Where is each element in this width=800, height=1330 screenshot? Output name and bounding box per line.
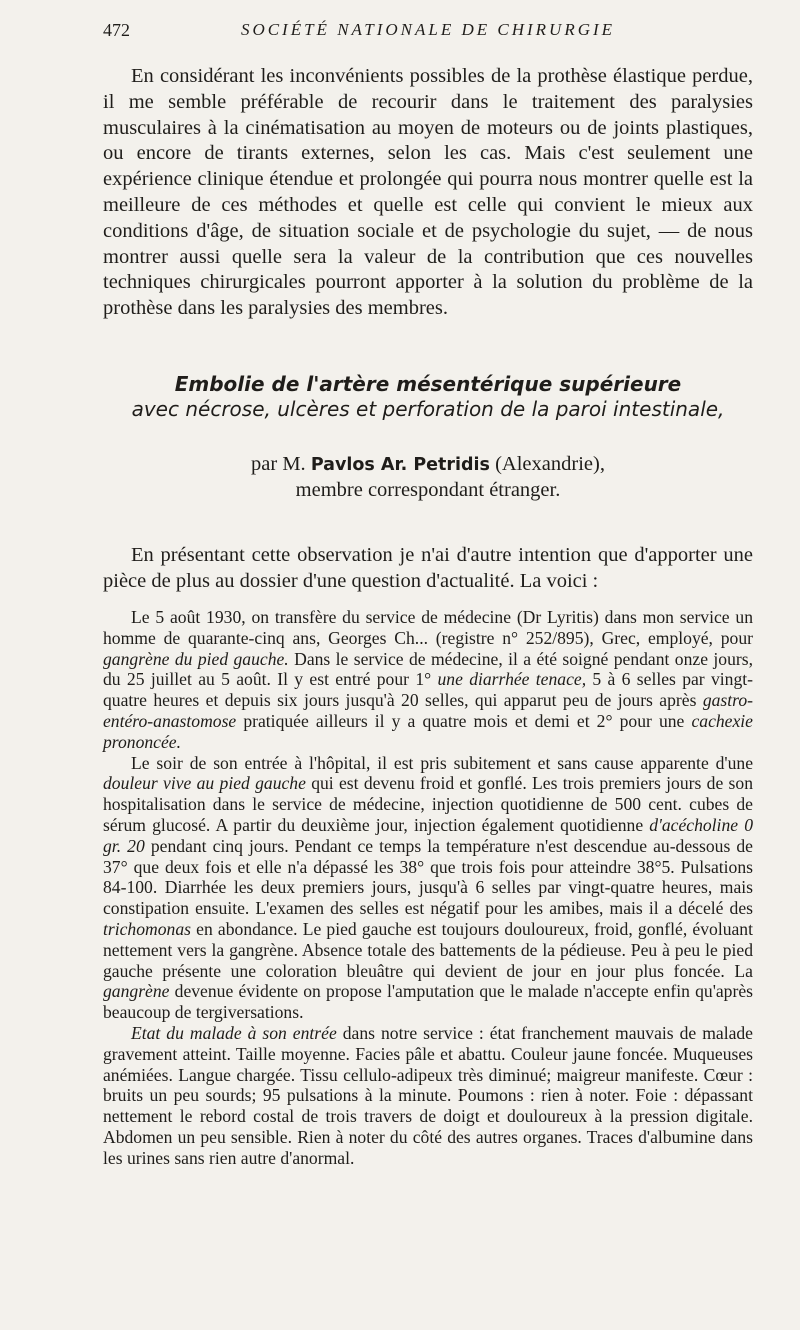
author-name: Pavlos Ar. Petridis (310, 455, 490, 475)
intro-paragraph: En considérant les inconvénients possibles de la prothèse élastique perdue, il me semble préférable de recourir dans le traitement des paralysies musculaires à la cinématisation au moyen de moteurs ou de joints plastiques, ou encore de tirants externes, selon les cas. Mais c'est seulement une expérience clinique étendue et prolongée qui pourra nous montrer quelle est la meilleure de ces méthodes et quelle est celle qui convient le mieux aux conditions d'âge, de situation sociale et de psychologie du sujet, — de nous montrer aussi quelle sera la valeur de la contribution que ces nouvelles techniques chirurgicales pourront apporter à la solution du problème de la prothèse dans les paralysies des membres. (103, 65, 753, 320)
author-location: (Alexandrie), (495, 453, 605, 475)
text-run: Dans le service de médecine, il a été soigné pendant onze jours, du 25 juillet au 5 août. Il y est entré pour 1° (103, 648, 753, 690)
text-run: dans notre service : état franchement mauvais de malade gravement atteint. Taille moyenne. Facies pâle et abattu. Couleur jaune foncée. Muqueuses anémiées. Langue chargée. Tissu cellulo-adipeux très diminué; maigreur manifeste. Cœur : bruits un peu sourds; 95 pulsations à la minute. Poumons : rien à noter. Foie : dépassant nettement le rebord costal de trois travers de doigt et douloureux à la pression digitale. Abdomen un peu sensible. Rien à noter du côté des autres organes. Traces d'albumine dans les urines sans rien autre d'anormal. (103, 1022, 753, 1168)
text-run: en abondance. Le pied gauche est toujours douloureux, froid, gonflé, évoluant nettement vers la gangrène. Absence totale des battements de la pédieuse. Peu à peu le pied gauche présente une coloration bleuâtre qui devient de jour en jour plus foncée. La (103, 918, 753, 981)
article-title-line-1: Embolie de l'artère mésentérique supérieure (174, 372, 682, 396)
italic-run: gastro-entéro-anastomose (103, 690, 753, 731)
article-title (103, 372, 753, 422)
text-run: 5 à 6 selles par vingt-quatre heures et depuis six jours jusqu'à 20 selles, qui apparut peu de jours après (103, 669, 753, 711)
paragraph-status (103, 1023, 753, 1169)
text-run: pratiquée ailleurs il y a quatre mois et demi et 2° pour une (236, 710, 692, 731)
byline-line-1 (103, 452, 753, 478)
page-header (103, 20, 753, 44)
text-run: devenue évidente on propose l'amputation que le malade n'accepte enfin qu'après beaucoup de tergiversations. (103, 981, 753, 1023)
author-role: membre correspondant étranger. (295, 479, 561, 501)
italic-run: Etat du malade à son entrée (131, 1022, 337, 1043)
italic-run: cachexie prononcée. (103, 710, 753, 752)
lead-paragraph: En présentant cette observation je n'ai d'autre intention que d'apporter une pièce de plus au dossier d'une question d'actualité. La voici : (103, 544, 753, 592)
text-run: Le soir de son entrée à l'hôpital, il est pris subitement et sans cause apparente d'une (131, 752, 753, 773)
italic-run: douleur vive au pied gauche (103, 773, 306, 794)
byline (103, 452, 753, 503)
byline-prefix: par M. (251, 453, 306, 475)
text-run: pendant cinq jours. Pendant ce temps la température n'est descendue au-dessous de 37° que deux fois et elle n'a dépassé les 38° que trois fois pour atteindre 38°5. Pulsations 84-100. Diarrhée les deux premiers jours, jusqu'à 6 selles par vingt-quatre heures, mais constipation ensuite. L'examen des selles est négatif pour les amibes, mais il a décelé des (103, 835, 753, 919)
page-number: 472 (103, 20, 130, 40)
italic-run: d'acécholine 0 gr. 20 (103, 814, 753, 856)
italic-run: trichomonas (103, 918, 191, 939)
case-report-body (103, 607, 753, 1169)
article-title-line-2: avec nécrose, ulcères et perforation de la paroi intestinale, (131, 397, 725, 421)
italic-run: gangrène (103, 981, 170, 1002)
text-run: qui est devenu froid et gonflé. Les trois premiers jours de son hospitalisation dans le service de médecine, injection quotidienne de 500 cent. cubes de sérum glucosé. A partir du deuxième jour, injection également quotidienne (103, 773, 753, 835)
paragraph-evolution (103, 753, 753, 1023)
paragraph-admission (103, 607, 753, 753)
italic-run: une diarrhée tenace, (437, 669, 587, 690)
running-title: SOCIÉTÉ NATIONALE DE CHIRURGIE (240, 20, 616, 39)
italic-run: gangrène du pied gauche. (103, 648, 289, 669)
text-run: Le 5 août 1930, on transfère du service de médecine (Dr Lyritis) dans mon service un homme de quarante-cinq ans, Georges Ch... (registre n° 252/895), Grec, employé, pour (103, 607, 753, 648)
